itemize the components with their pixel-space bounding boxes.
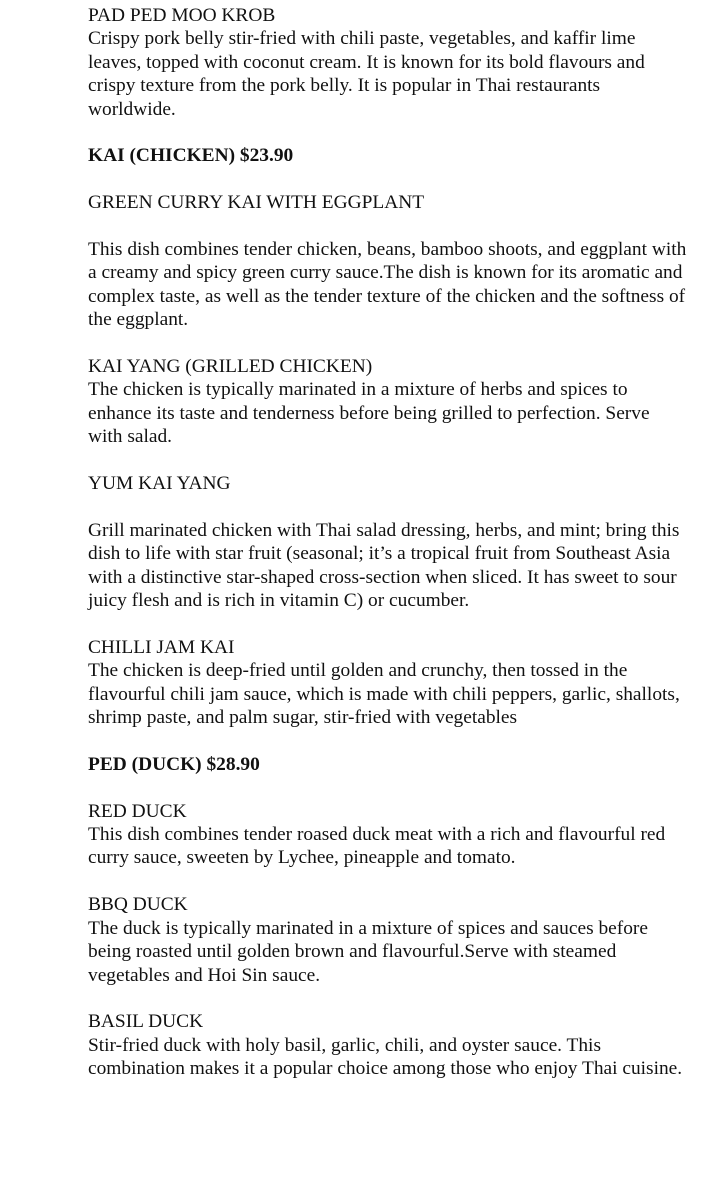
menu-item-name: RED DUCK bbox=[88, 800, 187, 822]
menu-item-name: BBQ DUCK bbox=[88, 894, 188, 916]
menu-item bbox=[88, 191, 688, 331]
menu-item-description: The chicken is deep-fried until golden and crunchy, then tossed in the flavourful chili jam sauce, which is made with chili peppers, garlic, shallots, shrimp paste, and palm sugar, stir-fried with vegetables bbox=[88, 660, 680, 729]
menu-item-name: BASIL DUCK bbox=[88, 1011, 204, 1033]
menu-item-name: CHILLI JAM KAI bbox=[88, 636, 235, 658]
menu-item bbox=[88, 355, 688, 449]
menu-item-name: GREEN CURRY KAI WITH EGGPLANT bbox=[88, 192, 425, 214]
section-heading-duck bbox=[88, 753, 688, 776]
menu-page bbox=[88, 4, 688, 1081]
menu-item bbox=[88, 636, 688, 730]
menu-item-description: The duck is typically marinated in a mixture of spices and sauces before being roasted until golden brown and flavourful.Serve with steamed vegetables and Hoi Sin sauce. bbox=[88, 917, 648, 986]
menu-item-description: Crispy pork belly stir-fried with chili paste, vegetables, and kaffir lime leaves, topped with coconut cream. It is known for its bold flavours and crispy texture from the pork belly. It is popular in Thai restaurants worldwide. bbox=[88, 28, 645, 120]
menu-item bbox=[88, 800, 688, 870]
menu-item-name: YUM KAI YANG bbox=[88, 473, 231, 495]
menu-item bbox=[88, 472, 688, 612]
menu-item bbox=[88, 1010, 688, 1080]
menu-item bbox=[88, 893, 688, 987]
menu-item-description: This dish combines tender roased duck meat with a rich and flavourful red curry sauce, sweeten by Lychee, pineapple and tomato. bbox=[88, 824, 666, 869]
menu-item bbox=[88, 4, 688, 121]
menu-item-description: Grill marinated chicken with Thai salad dressing, herbs, and mint; bring this dish to life with star fruit (seasonal; it’s a tropical fruit from Southeast Asia with a distinctive star-shaped cross-section when sliced. It has sweet to sour juicy flesh and is rich in vitamin C) or cucumber. bbox=[88, 519, 680, 612]
menu-item-name: PAD PED MOO KROB bbox=[88, 5, 276, 26]
menu-item-description: The chicken is typically marinated in a mixture of herbs and spices to enhance its taste and tenderness before being grilled to perfection. Serve with salad. bbox=[88, 379, 650, 448]
menu-item-description: Stir-fried duck with holy basil, garlic, chili, and oyster sauce. This combination makes it a popular choice among those who enjoy Thai cuisine. bbox=[88, 1034, 683, 1080]
menu-item-description: This dish combines tender chicken, beans, bamboo shoots, and eggplant with a creamy and spicy green curry sauce.The dish is known for its aromatic and complex taste, as well as the tender texture of the chicken and the softness of the eggplant. bbox=[88, 239, 687, 331]
section-heading-label: PED (DUCK) $28.90 bbox=[88, 753, 260, 775]
section-heading-chicken bbox=[88, 144, 688, 167]
section-heading-label: KAI (CHICKEN) $23.90 bbox=[88, 145, 294, 167]
menu-item-name: KAI YANG (GRILLED CHICKEN) bbox=[88, 356, 373, 378]
